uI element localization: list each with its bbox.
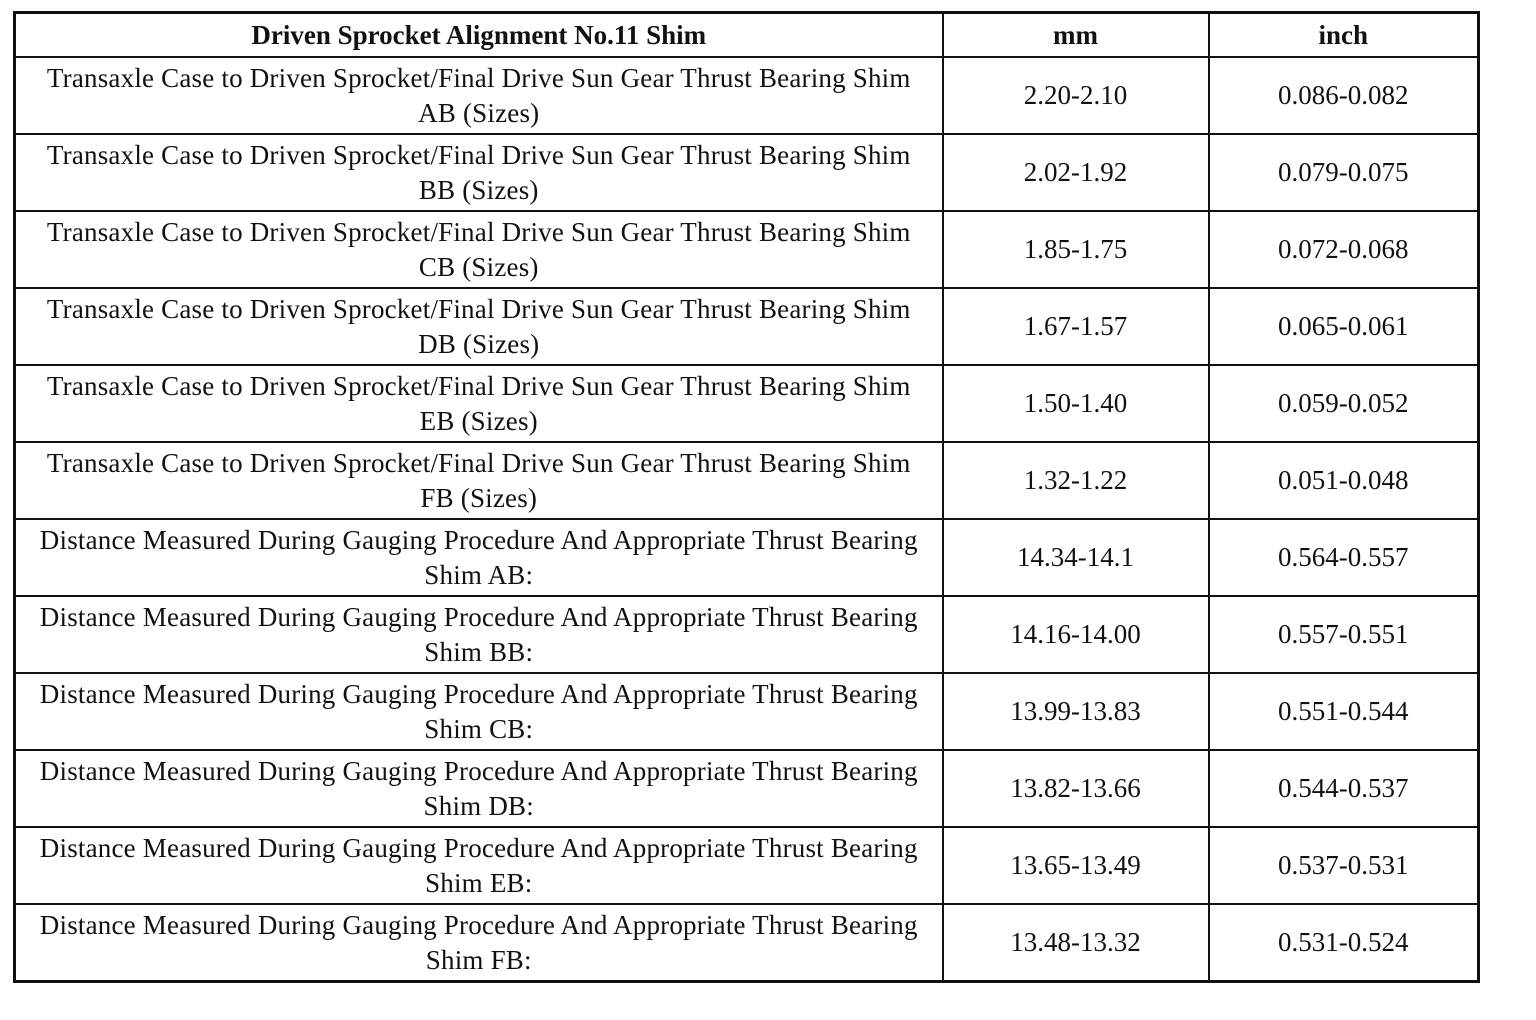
table-row xyxy=(15,827,1479,904)
row-mm-cell: 14.16-14.00 xyxy=(943,596,1209,673)
table-row xyxy=(15,596,1479,673)
table-row xyxy=(15,288,1479,365)
table-row xyxy=(15,442,1479,519)
row-inch-cell: 0.557-0.551 xyxy=(1209,596,1479,673)
row-description-cell: Transaxle Case to Driven Sprocket/Final Drive Sun Gear Thrust Bearing Shim FB (Sizes) xyxy=(15,442,943,519)
row-description-cell: Transaxle Case to Driven Sprocket/Final Drive Sun Gear Thrust Bearing Shim EB (Sizes) xyxy=(15,365,943,442)
table-row xyxy=(15,750,1479,827)
row-description-cell: Transaxle Case to Driven Sprocket/Final Drive Sun Gear Thrust Bearing Shim DB (Sizes) xyxy=(15,288,943,365)
row-mm-cell: 1.85-1.75 xyxy=(943,211,1209,288)
shim-spec-table xyxy=(13,11,1480,983)
row-mm-cell: 13.82-13.66 xyxy=(943,750,1209,827)
table-header xyxy=(15,13,1479,58)
table-row xyxy=(15,365,1479,442)
row-mm-cell: 2.20-2.10 xyxy=(943,57,1209,134)
row-mm-cell: 13.48-13.32 xyxy=(943,904,1209,982)
row-inch-cell: 0.086-0.082 xyxy=(1209,57,1479,134)
table-body xyxy=(15,57,1479,982)
row-inch-cell: 0.564-0.557 xyxy=(1209,519,1479,596)
row-description-cell: Distance Measured During Gauging Procedure And Appropriate Thrust Bearing Shim EB: xyxy=(15,827,943,904)
row-inch-cell: 0.059-0.052 xyxy=(1209,365,1479,442)
row-description-cell: Distance Measured During Gauging Procedure And Appropriate Thrust Bearing Shim DB: xyxy=(15,750,943,827)
row-mm-cell: 14.34-14.1 xyxy=(943,519,1209,596)
row-mm-cell: 13.65-13.49 xyxy=(943,827,1209,904)
table-row xyxy=(15,519,1479,596)
row-inch-cell: 0.551-0.544 xyxy=(1209,673,1479,750)
row-inch-cell: 0.079-0.075 xyxy=(1209,134,1479,211)
row-inch-cell: 0.537-0.531 xyxy=(1209,827,1479,904)
header-mm: mm xyxy=(943,13,1209,58)
row-description-cell: Distance Measured During Gauging Procedure And Appropriate Thrust Bearing Shim CB: xyxy=(15,673,943,750)
row-inch-cell: 0.531-0.524 xyxy=(1209,904,1479,982)
header-row xyxy=(15,13,1479,58)
header-description: Driven Sprocket Alignment No.11 Shim xyxy=(15,13,943,58)
row-inch-cell: 0.072-0.068 xyxy=(1209,211,1479,288)
row-description-cell: Transaxle Case to Driven Sprocket/Final Drive Sun Gear Thrust Bearing Shim CB (Sizes) xyxy=(15,211,943,288)
row-mm-cell: 1.32-1.22 xyxy=(943,442,1209,519)
row-description-cell: Distance Measured During Gauging Procedure And Appropriate Thrust Bearing Shim FB: xyxy=(15,904,943,982)
row-mm-cell: 2.02-1.92 xyxy=(943,134,1209,211)
row-inch-cell: 0.544-0.537 xyxy=(1209,750,1479,827)
row-description-cell: Distance Measured During Gauging Procedure And Appropriate Thrust Bearing Shim BB: xyxy=(15,596,943,673)
table-row xyxy=(15,211,1479,288)
row-mm-cell: 1.50-1.40 xyxy=(943,365,1209,442)
row-mm-cell: 1.67-1.57 xyxy=(943,288,1209,365)
row-mm-cell: 13.99-13.83 xyxy=(943,673,1209,750)
table-row xyxy=(15,673,1479,750)
row-inch-cell: 0.051-0.048 xyxy=(1209,442,1479,519)
table-row xyxy=(15,904,1479,982)
row-inch-cell: 0.065-0.061 xyxy=(1209,288,1479,365)
row-description-cell: Transaxle Case to Driven Sprocket/Final Drive Sun Gear Thrust Bearing Shim AB (Sizes) xyxy=(15,57,943,134)
row-description-cell: Distance Measured During Gauging Procedure And Appropriate Thrust Bearing Shim AB: xyxy=(15,519,943,596)
header-inch: inch xyxy=(1209,13,1479,58)
row-description-cell: Transaxle Case to Driven Sprocket/Final Drive Sun Gear Thrust Bearing Shim BB (Sizes) xyxy=(15,134,943,211)
table-row xyxy=(15,134,1479,211)
table-row xyxy=(15,57,1479,134)
